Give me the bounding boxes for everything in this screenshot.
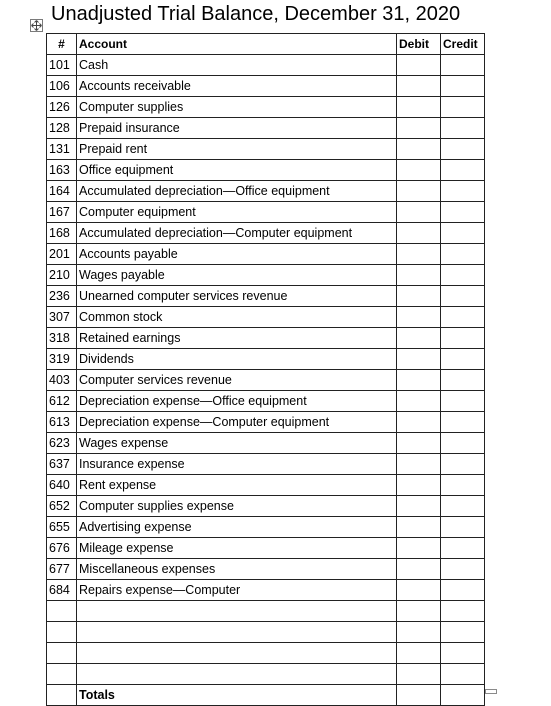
totals-row — [47, 685, 485, 706]
account-number-cell: 319 — [47, 349, 77, 370]
table-row — [47, 97, 485, 118]
header-debit: Debit — [397, 34, 441, 55]
credit-cell[interactable] — [441, 370, 485, 391]
table-row — [47, 433, 485, 454]
credit-cell[interactable] — [441, 76, 485, 97]
debit-cell[interactable] — [397, 139, 441, 160]
account-number-cell — [47, 601, 77, 622]
credit-cell[interactable] — [441, 244, 485, 265]
credit-cell[interactable] — [441, 538, 485, 559]
credit-cell[interactable] — [441, 328, 485, 349]
debit-cell[interactable] — [397, 475, 441, 496]
account-number-cell: 236 — [47, 286, 77, 307]
credit-cell[interactable] — [441, 580, 485, 601]
account-name-cell: Depreciation expense—Computer equipment — [77, 412, 397, 433]
table-row — [47, 244, 485, 265]
credit-cell[interactable] — [441, 139, 485, 160]
credit-cell[interactable] — [441, 286, 485, 307]
debit-cell[interactable] — [397, 538, 441, 559]
table-row — [47, 286, 485, 307]
table-row — [47, 664, 485, 685]
account-name-cell: Retained earnings — [77, 328, 397, 349]
account-number-cell: 164 — [47, 181, 77, 202]
account-name-cell: Accumulated depreciation—Office equipment — [77, 181, 397, 202]
debit-cell[interactable] — [397, 55, 441, 76]
move-arrows-icon[interactable] — [30, 19, 43, 32]
account-name-cell — [77, 643, 397, 664]
debit-cell[interactable] — [397, 412, 441, 433]
account-name-cell: Wages payable — [77, 265, 397, 286]
debit-cell[interactable] — [397, 97, 441, 118]
account-number-cell: 168 — [47, 223, 77, 244]
credit-cell[interactable] — [441, 475, 485, 496]
account-name-cell: Mileage expense — [77, 538, 397, 559]
debit-cell[interactable] — [397, 496, 441, 517]
account-name-cell: Accounts receivable — [77, 76, 397, 97]
credit-cell[interactable] — [441, 433, 485, 454]
table-row — [47, 55, 485, 76]
account-name-cell: Miscellaneous expenses — [77, 559, 397, 580]
account-name-cell: Insurance expense — [77, 454, 397, 475]
table-row — [47, 76, 485, 97]
table-row — [47, 559, 485, 580]
table-row — [47, 580, 485, 601]
account-number-cell: 101 — [47, 55, 77, 76]
account-name-cell — [77, 664, 397, 685]
account-number-cell: 676 — [47, 538, 77, 559]
debit-cell[interactable] — [397, 181, 441, 202]
totals-debit-cell[interactable] — [397, 685, 441, 706]
debit-cell[interactable] — [397, 622, 441, 643]
table-row — [47, 391, 485, 412]
trial-balance-table — [46, 33, 485, 706]
credit-cell[interactable] — [441, 307, 485, 328]
table-row — [47, 496, 485, 517]
debit-cell[interactable] — [397, 307, 441, 328]
account-number-cell: 128 — [47, 118, 77, 139]
table-row — [47, 118, 485, 139]
account-number-cell: 318 — [47, 328, 77, 349]
credit-cell[interactable] — [441, 223, 485, 244]
account-name-cell — [77, 601, 397, 622]
table-row — [47, 601, 485, 622]
account-number-cell — [47, 664, 77, 685]
table-row — [47, 202, 485, 223]
table-row — [47, 328, 485, 349]
account-name-cell: Dividends — [77, 349, 397, 370]
debit-cell[interactable] — [397, 517, 441, 538]
credit-cell[interactable] — [441, 265, 485, 286]
account-name-cell: Prepaid insurance — [77, 118, 397, 139]
debit-cell[interactable] — [397, 601, 441, 622]
account-number-cell: 677 — [47, 559, 77, 580]
totals-number-cell[interactable] — [47, 685, 77, 706]
credit-cell[interactable] — [441, 55, 485, 76]
table-row — [47, 622, 485, 643]
credit-cell[interactable] — [441, 601, 485, 622]
credit-cell[interactable] — [441, 559, 485, 580]
debit-cell[interactable] — [397, 664, 441, 685]
header-number: # — [47, 34, 77, 55]
credit-cell[interactable] — [441, 160, 485, 181]
table-row — [47, 538, 485, 559]
table-body — [47, 55, 485, 685]
credit-cell[interactable] — [441, 664, 485, 685]
account-name-cell: Rent expense — [77, 475, 397, 496]
account-name-cell: Advertising expense — [77, 517, 397, 538]
debit-cell[interactable] — [397, 76, 441, 97]
credit-cell[interactable] — [441, 181, 485, 202]
account-number-cell: 163 — [47, 160, 77, 181]
account-number-cell: 167 — [47, 202, 77, 223]
table-row — [47, 454, 485, 475]
page-title: Unadjusted Trial Balance, December 31, 2020 — [51, 3, 461, 25]
account-number-cell: 613 — [47, 412, 77, 433]
totals-label: Totals — [77, 685, 397, 706]
debit-cell[interactable] — [397, 202, 441, 223]
account-name-cell: Office equipment — [77, 160, 397, 181]
table-row — [47, 181, 485, 202]
account-name-cell: Prepaid rent — [77, 139, 397, 160]
table-row — [47, 517, 485, 538]
account-name-cell: Computer supplies — [77, 97, 397, 118]
table-row — [47, 139, 485, 160]
credit-cell[interactable] — [441, 202, 485, 223]
account-number-cell: 403 — [47, 370, 77, 391]
credit-cell[interactable] — [441, 118, 485, 139]
credit-cell[interactable] — [441, 517, 485, 538]
account-name-cell: Computer supplies expense — [77, 496, 397, 517]
table-row — [47, 643, 485, 664]
table-row — [47, 307, 485, 328]
account-name-cell: Computer services revenue — [77, 370, 397, 391]
account-name-cell: Depreciation expense—Office equipment — [77, 391, 397, 412]
header-account: Account — [77, 34, 397, 55]
account-number-cell: 201 — [47, 244, 77, 265]
debit-cell[interactable] — [397, 223, 441, 244]
account-number-cell: 655 — [47, 517, 77, 538]
account-name-cell: Accounts payable — [77, 244, 397, 265]
resize-handle-icon[interactable] — [485, 689, 497, 694]
account-number-cell: 637 — [47, 454, 77, 475]
account-number-cell: 131 — [47, 139, 77, 160]
debit-cell[interactable] — [397, 643, 441, 664]
table-row — [47, 223, 485, 244]
account-number-cell: 684 — [47, 580, 77, 601]
account-name-cell: Common stock — [77, 307, 397, 328]
totals-credit-cell[interactable] — [441, 685, 485, 706]
debit-cell[interactable] — [397, 580, 441, 601]
account-name-cell: Wages expense — [77, 433, 397, 454]
credit-cell[interactable] — [441, 97, 485, 118]
credit-cell[interactable] — [441, 643, 485, 664]
credit-cell[interactable] — [441, 454, 485, 475]
debit-cell[interactable] — [397, 370, 441, 391]
account-number-cell: 640 — [47, 475, 77, 496]
debit-cell[interactable] — [397, 244, 441, 265]
table-row — [47, 475, 485, 496]
credit-cell[interactable] — [441, 496, 485, 517]
debit-cell[interactable] — [397, 286, 441, 307]
table-row — [47, 160, 485, 181]
account-number-cell — [47, 622, 77, 643]
debit-cell[interactable] — [397, 118, 441, 139]
table-row — [47, 265, 485, 286]
account-number-cell: 652 — [47, 496, 77, 517]
table-row — [47, 412, 485, 433]
account-number-cell: 126 — [47, 97, 77, 118]
account-name-cell: Accumulated depreciation—Computer equipment — [77, 223, 397, 244]
credit-cell[interactable] — [441, 391, 485, 412]
debit-cell[interactable] — [397, 454, 441, 475]
account-name-cell: Cash — [77, 55, 397, 76]
account-name-cell — [77, 622, 397, 643]
account-number-cell: 210 — [47, 265, 77, 286]
credit-cell[interactable] — [441, 412, 485, 433]
debit-cell[interactable] — [397, 328, 441, 349]
account-name-cell: Unearned computer services revenue — [77, 286, 397, 307]
account-number-cell: 106 — [47, 76, 77, 97]
credit-cell[interactable] — [441, 349, 485, 370]
table-row — [47, 370, 485, 391]
debit-cell[interactable] — [397, 265, 441, 286]
account-number-cell: 623 — [47, 433, 77, 454]
table-header-row — [47, 34, 485, 55]
account-name-cell: Repairs expense—Computer — [77, 580, 397, 601]
account-number-cell — [47, 643, 77, 664]
debit-cell[interactable] — [397, 349, 441, 370]
account-number-cell: 307 — [47, 307, 77, 328]
debit-cell[interactable] — [397, 559, 441, 580]
account-name-cell: Computer equipment — [77, 202, 397, 223]
debit-cell[interactable] — [397, 433, 441, 454]
debit-cell[interactable] — [397, 160, 441, 181]
account-number-cell: 612 — [47, 391, 77, 412]
debit-cell[interactable] — [397, 391, 441, 412]
table-row — [47, 349, 485, 370]
credit-cell[interactable] — [441, 622, 485, 643]
header-credit: Credit — [441, 34, 485, 55]
